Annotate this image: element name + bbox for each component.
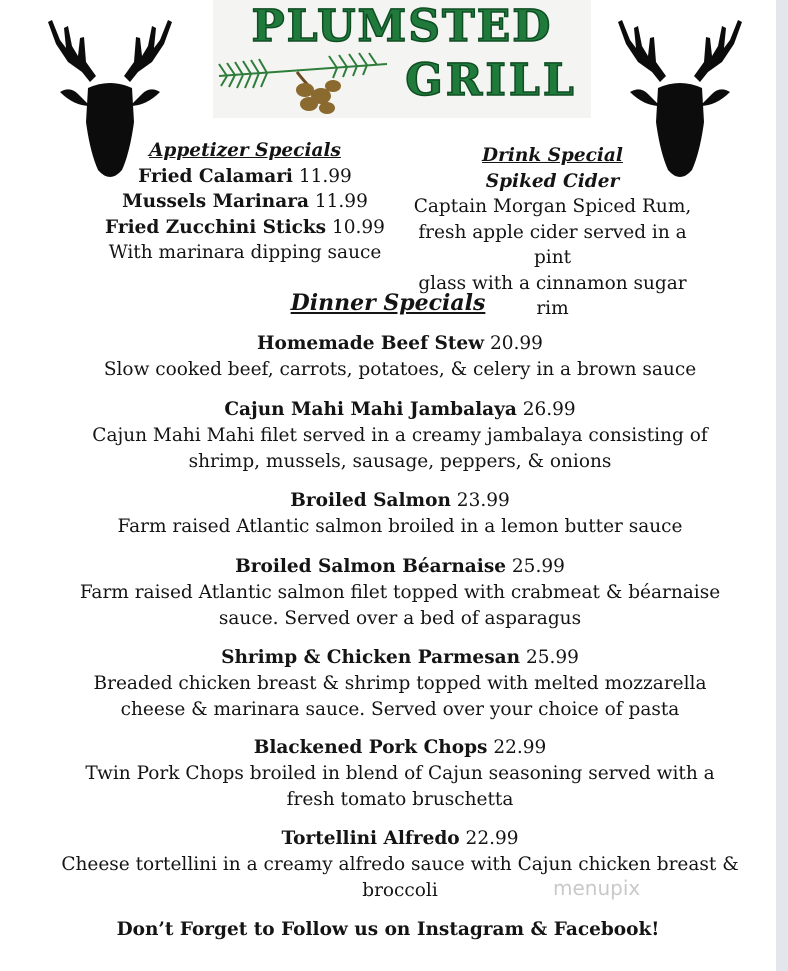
dish-name: Tortellini Alfredo [281,828,460,849]
dinner-item [40,735,760,813]
dish-price: 23.99 [456,490,510,511]
appetizer-heading: Appetizer Specials [149,140,341,161]
dish-description: fresh tomato bruschetta [286,789,514,810]
drink-description-line: fresh apple cider served in a pint [418,221,687,268]
dinner-item [40,397,760,475]
page-edge [776,0,788,971]
dinner-item [40,488,760,540]
dinner-item [40,826,760,904]
drink-description-line: glass with a cinnamon sugar rim [418,272,687,319]
dish-price: 22.99 [493,737,547,758]
dinner-item [40,331,760,383]
dish-price: 26.99 [522,399,576,420]
dish-price: 22.99 [465,828,519,849]
dish-name: Cajun Mahi Mahi Jambalaya [224,399,517,420]
dish-price: 20.99 [489,333,543,354]
dinner-item [40,645,760,723]
social-follow-footer: Don’t Forget to Follow us on Instagram & Facebook! [116,919,660,940]
dish-price: 25.99 [511,556,565,577]
dish-description: sauce. Served over a bed of asparagus [218,608,582,629]
dish-description: Cajun Mahi Mahi filet served in a creamy jambalaya consisting of [92,425,708,446]
dish-description: Slow cooked beef, carrots, potatoes, & celery in a brown sauce [103,359,697,380]
dish-description: shrimp, mussels, sausage, peppers, & onions [188,451,612,472]
dish-name: Broiled Salmon [290,490,451,511]
menupix-watermark: menupix [553,876,641,900]
appetizer-item: Fried Calamari 11.99 [138,165,352,187]
dish-description: Twin Pork Chops broiled in blend of Cajun seasoning served with a [85,763,715,784]
drink-name: Spiked Cider [485,170,620,192]
dish-description: broccoli [362,880,438,901]
dish-description: Breaded chicken breast & shrimp topped with melted mozzarella [93,673,707,694]
appetizer-specials [95,138,395,266]
dish-name: Homemade Beef Stew [257,333,485,354]
dish-description: Farm raised Atlantic salmon broiled in a lemon butter sauce [117,516,683,537]
appetizer-note: With marinara dipping sauce [108,242,382,263]
dinner-item [40,554,760,632]
logo-line-1: PLUMSTED [251,1,553,52]
dish-name: Blackened Pork Chops [253,737,488,758]
dish-name: Shrimp & Chicken Parmesan [221,647,521,668]
dish-description: Farm raised Atlantic salmon filet topped with crabmeat & béarnaise [79,582,721,603]
pine-branch-icon [217,46,393,116]
dish-description: cheese & marinara sauce. Served over your choice of pasta [120,699,680,720]
dish-price: 25.99 [525,647,579,668]
dish-description: Cheese tortellini in a creamy alfredo sauce with Cajun chicken breast & [61,854,739,875]
dinner-heading: Dinner Specials [290,290,486,316]
appetizer-item: Fried Zucchini Sticks 10.99 [105,216,385,238]
appetizer-item: Mussels Marinara 11.99 [122,191,368,212]
drink-description-line: Captain Morgan Spiced Rum, [413,196,692,217]
drink-heading: Drink Special [482,145,623,166]
logo-line-2: GRILL [405,55,577,106]
restaurant-logo [213,0,591,118]
dish-name: Broiled Salmon Béarnaise [235,556,507,577]
